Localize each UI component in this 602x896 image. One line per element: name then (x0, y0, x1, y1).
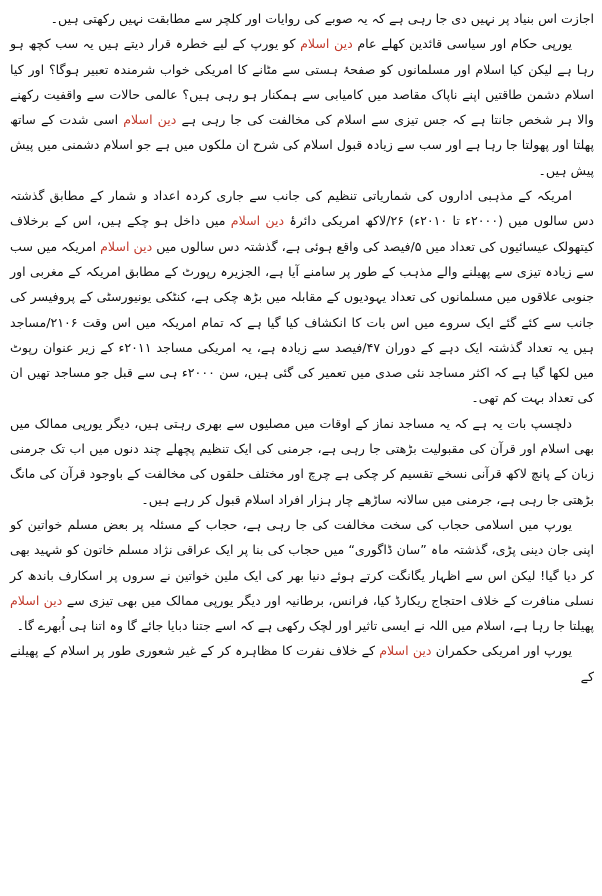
paragraph-text: کے خلاف نفرت کا مظاہرہ کر کے غیر شعوری طور پر اسلام کے پھیلنے کے (10, 643, 594, 684)
paragraph (10, 6, 594, 31)
paragraph-text: دلچسپ بات یہ ہے کہ یہ مساجد نماز کے اوقات میں مصلیوں سے بھری رہتی ہیں، دیگر یورپی ممالک میں بھی اسلام اور قرآن کی مقبولیت بڑھتی جا رہی ہے، جرمنی کی ایک تنظیم پچھلے چند دنوں میں اب تک جرمنی زبان کے پانچ لاکھ قرآنی نسخے تقسیم کر چکی ہے چرچ اور مختلف حلقوں کی مخالفت کے باوجود قرآن کی مانگ بڑھتی جا رہی ہے، جرمنی میں سالانہ ساڑھے چار ہزار افراد اسلام قبول کر رہے ہیں۔ (10, 415, 594, 507)
highlighted-term: دین اسلام (100, 238, 153, 254)
paragraph-text: پھیلتا جا رہا ہے، اسلام میں اللہ نے ایسی تاثیر اور لچک رکھی ہے کہ اسے جتنا دبایا جائے گا وہ اتنا ہی اُبھرے گا۔ (16, 618, 594, 634)
highlighted-term: دین اسلام (379, 643, 432, 659)
highlighted-term: دین اسلام (300, 36, 353, 52)
paragraph-text: یورپ میں اسلامی حجاب کی سخت مخالفت کی جا رہی ہے، حجاب کے مسئلہ پر بعض مسلم خواتین کو اپنی جان دینی پڑی، گذشتہ ماہ ”سان ڈاگوری“ میں حجاب کی بنا پر ایک عراقی نژاد مسلم خاتون کو شہید بھی کر دیا گیا! لیکن اس سے اظہار یگانگت کرتے ہوئے دنیا بھر کی ایک ملین خواتین نے سروں پر اسکارف باندھ کر نسلی منافرت کے خلاف احتجاج ریکارڈ کیا، فرانس، برطانیہ اور دیگر یورپی ممالک میں بھی تیزی سے (10, 516, 594, 608)
paragraph-text: یورپی حکام اور سیاسی قائدین کھلے عام (352, 36, 572, 52)
paragraph (10, 31, 594, 183)
paragraph-text: اجازت اس بنیاد پر نہیں دی جا رہی ہے کہ یہ صوبے کی روایات اور کلچر سے مطابقت نہیں رکھتی ہیں۔ (50, 11, 594, 26)
paragraph-text: یورپ اور امریکی حکمران (431, 643, 572, 659)
paragraph (10, 638, 594, 689)
paragraph-text: امریکہ کے مذہبی اداروں کی شماریاتی تنظیم کی جانب سے جاری کردہ اعداد و شمار کے مطابق گذشتہ دس سالوں میں (۲۰۰۰ء تا ۲۰۱۰ء) ۲۶/لاکھ امریکی دائرۂ (10, 188, 594, 229)
paragraph-text: میں داخل ہو چکے ہیں، اس کے برخلاف کیتھولک عیسائیوں کی تعداد میں ۵/فیصد کی واقع ہوئی ہے، گذشتہ دس سالوں میں (10, 213, 594, 254)
paragraph (10, 512, 594, 638)
highlighted-term: دین اسلام (230, 213, 285, 229)
paragraph-text: اسی شدت کے ساتھ پھلتا اور پھولتا جا رہا ہے اور سب سے زیادہ قبول اسلام کی شرح ان ملکوں میں ہے جو اسلام دشمنی میں پیش پیش ہیں۔ (10, 112, 594, 178)
highlighted-term: دین اسلام (123, 112, 177, 128)
paragraph (10, 183, 594, 411)
paragraph-text: کو یورپ کے لیے خطرہ قرار دیتے ہیں یہ سب کچھ ہو رہا ہے لیکن کیا اسلام اور مسلمانوں کو صفحۂ ہستی سے مٹانے کا امریکی خواب شرمندہ تعبیر ہوگا؟ اور کیا اسلام دشمن طاقتیں اپنے ناپاک مقاصد میں کامیابی سے ہمکنار ہو رہی ہیں؟ عالمی حالات سے واقفیت رکھنے والا ہر شخص جانتا ہے کہ جس تیزی سے اسلام کی مخالفت کی جا رہی ہے (10, 36, 594, 128)
highlighted-term: دین اسلام (10, 592, 63, 608)
paragraph-text: امریکہ میں سب سے زیادہ تیزی سے پھیلنے والے مذہب کے طور پر سامنے آیا ہے، الجزیرہ رپورٹ کے مطابق امریکہ کے مغربی اور جنوبی علاقوں میں مسلمانوں کی تعداد یہودیوں کے مقابلہ میں بڑھ چکی ہے، کنٹکی یونیورسٹی کے پروفیسر کی جانب سے کئے گئے ایک سروے میں اس بات کا انکشاف کیا گیا ہے کہ تمام امریکہ میں اس وقت ۲۱۰۶/مساجد ہیں یہ تعداد گذشتہ ایک دہے کے دوران ۴۷/فیصد سے زیادہ ہے، یہ امریکی مساجد ۲۰۱۱ء کے زیر عنوان رپوٹ میں لکھا گیا ہے کہ اکثر مساجد نئی صدی میں تعمیر کی گئی ہیں، سن ۲۰۰۰ء ہی سے قبل جو مساجد تھیں ان کی تعداد بہت کم تھی۔ (10, 238, 595, 406)
paragraph (10, 411, 594, 512)
